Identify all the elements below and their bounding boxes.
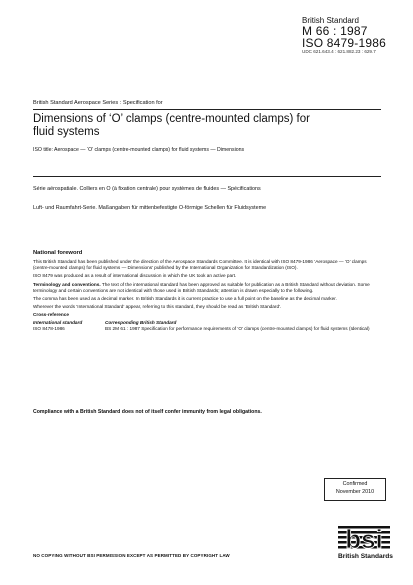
bsi-logo [338, 522, 393, 560]
terminology-label: Terminology and conventions. [33, 281, 101, 287]
national-foreword-heading: National foreword [33, 250, 83, 256]
divider [33, 109, 381, 110]
standard-identification [302, 16, 402, 55]
confirmed-stamp [324, 478, 386, 501]
cross-reference-label: Cross-reference [33, 312, 69, 318]
document-title: Dimensions of ‘O’ clamps (centre-mounted clamps) for fluid systems [33, 113, 310, 138]
standard-label: British Standard [302, 16, 359, 25]
iso-title: ISO title: Aerospace — ‘O’ clamps (centre-mounted clamps) for fluid systems — Dimensions [33, 147, 245, 153]
table-cell: ISO 8478-1986 [33, 325, 65, 331]
bsi-logo-mark [338, 522, 390, 552]
german-title: Luft- und Raumfahrt-Serie. Maßangaben für mittenbefestigte O-förmige Schellen für Fluidsysteme [33, 205, 267, 211]
foreword-paragraph: ISO 8479 was produced as a result of international discussion in which the UK took an active part. [33, 273, 237, 279]
cross-reference-table [33, 320, 383, 332]
bs-number: M 66 : 1987 [302, 24, 368, 38]
table-cell: BS 2M 61 : 1987 Specification for performance requirements of ‘O’ clamps (centre-mounted clamps) for fluid systems (Identical) [105, 325, 370, 331]
copyright-footer: NO COPYING WITHOUT BSI PERMISSION EXCEPT AS PERMITTED BY COPYRIGHT LAW [33, 553, 230, 558]
column-header: International standard [33, 319, 83, 325]
terminology-paragraph [33, 282, 383, 294]
national-foreword-body [33, 259, 383, 332]
column-header: Corresponding British Standard [105, 319, 177, 325]
confirmed-date: November 2010 [335, 489, 375, 495]
udc-code: UDC 621.643.4 : 621.882.23 : 629.7 [302, 49, 376, 54]
foreword-paragraph: This British Standard has been published under the direction of the Aerospace Standards Committee. It is identical with ISO 8479-1986 ‘Aerospace — ‘O’ clamps (centre-mounted clamps) for fluid systems — Dimensions’ published by the International Organization for Standardization (ISO). [33, 259, 367, 271]
wherever-paragraph: Wherever the words ‘International Standard’ appear, referring to this standard, they should be read as ‘British Standard’. [33, 304, 282, 310]
svg-text:bsi: bsi [345, 524, 383, 552]
french-title: Série aérospatiale. Colliers en O (à fixation centrale) pour systèmes de fluides — Spécifications [33, 186, 261, 192]
divider [33, 176, 381, 177]
decimal-marker-paragraph: The comma has been used as a decimal marker. In British Standards it is current practice to use a full point on the baseline as the decimal marker. [33, 296, 337, 302]
logo-caption: British Standards [338, 553, 393, 560]
confirmed-label: Confirmed [342, 481, 368, 487]
compliance-statement: Compliance with a British Standard does not of itself confer immunity from legal obligations. [33, 409, 262, 415]
terminology-text: The text of the international standard has been approved as suitable for publication as a British Standard without deviation. Some terminology and certain conventions are not identical with those used in British Standards; attention is drawn especially to the following. [33, 281, 370, 293]
series-title: British Standard Aerospace Series : Specification for [33, 100, 163, 106]
iso-number: ISO 8479-1986 [302, 36, 386, 50]
